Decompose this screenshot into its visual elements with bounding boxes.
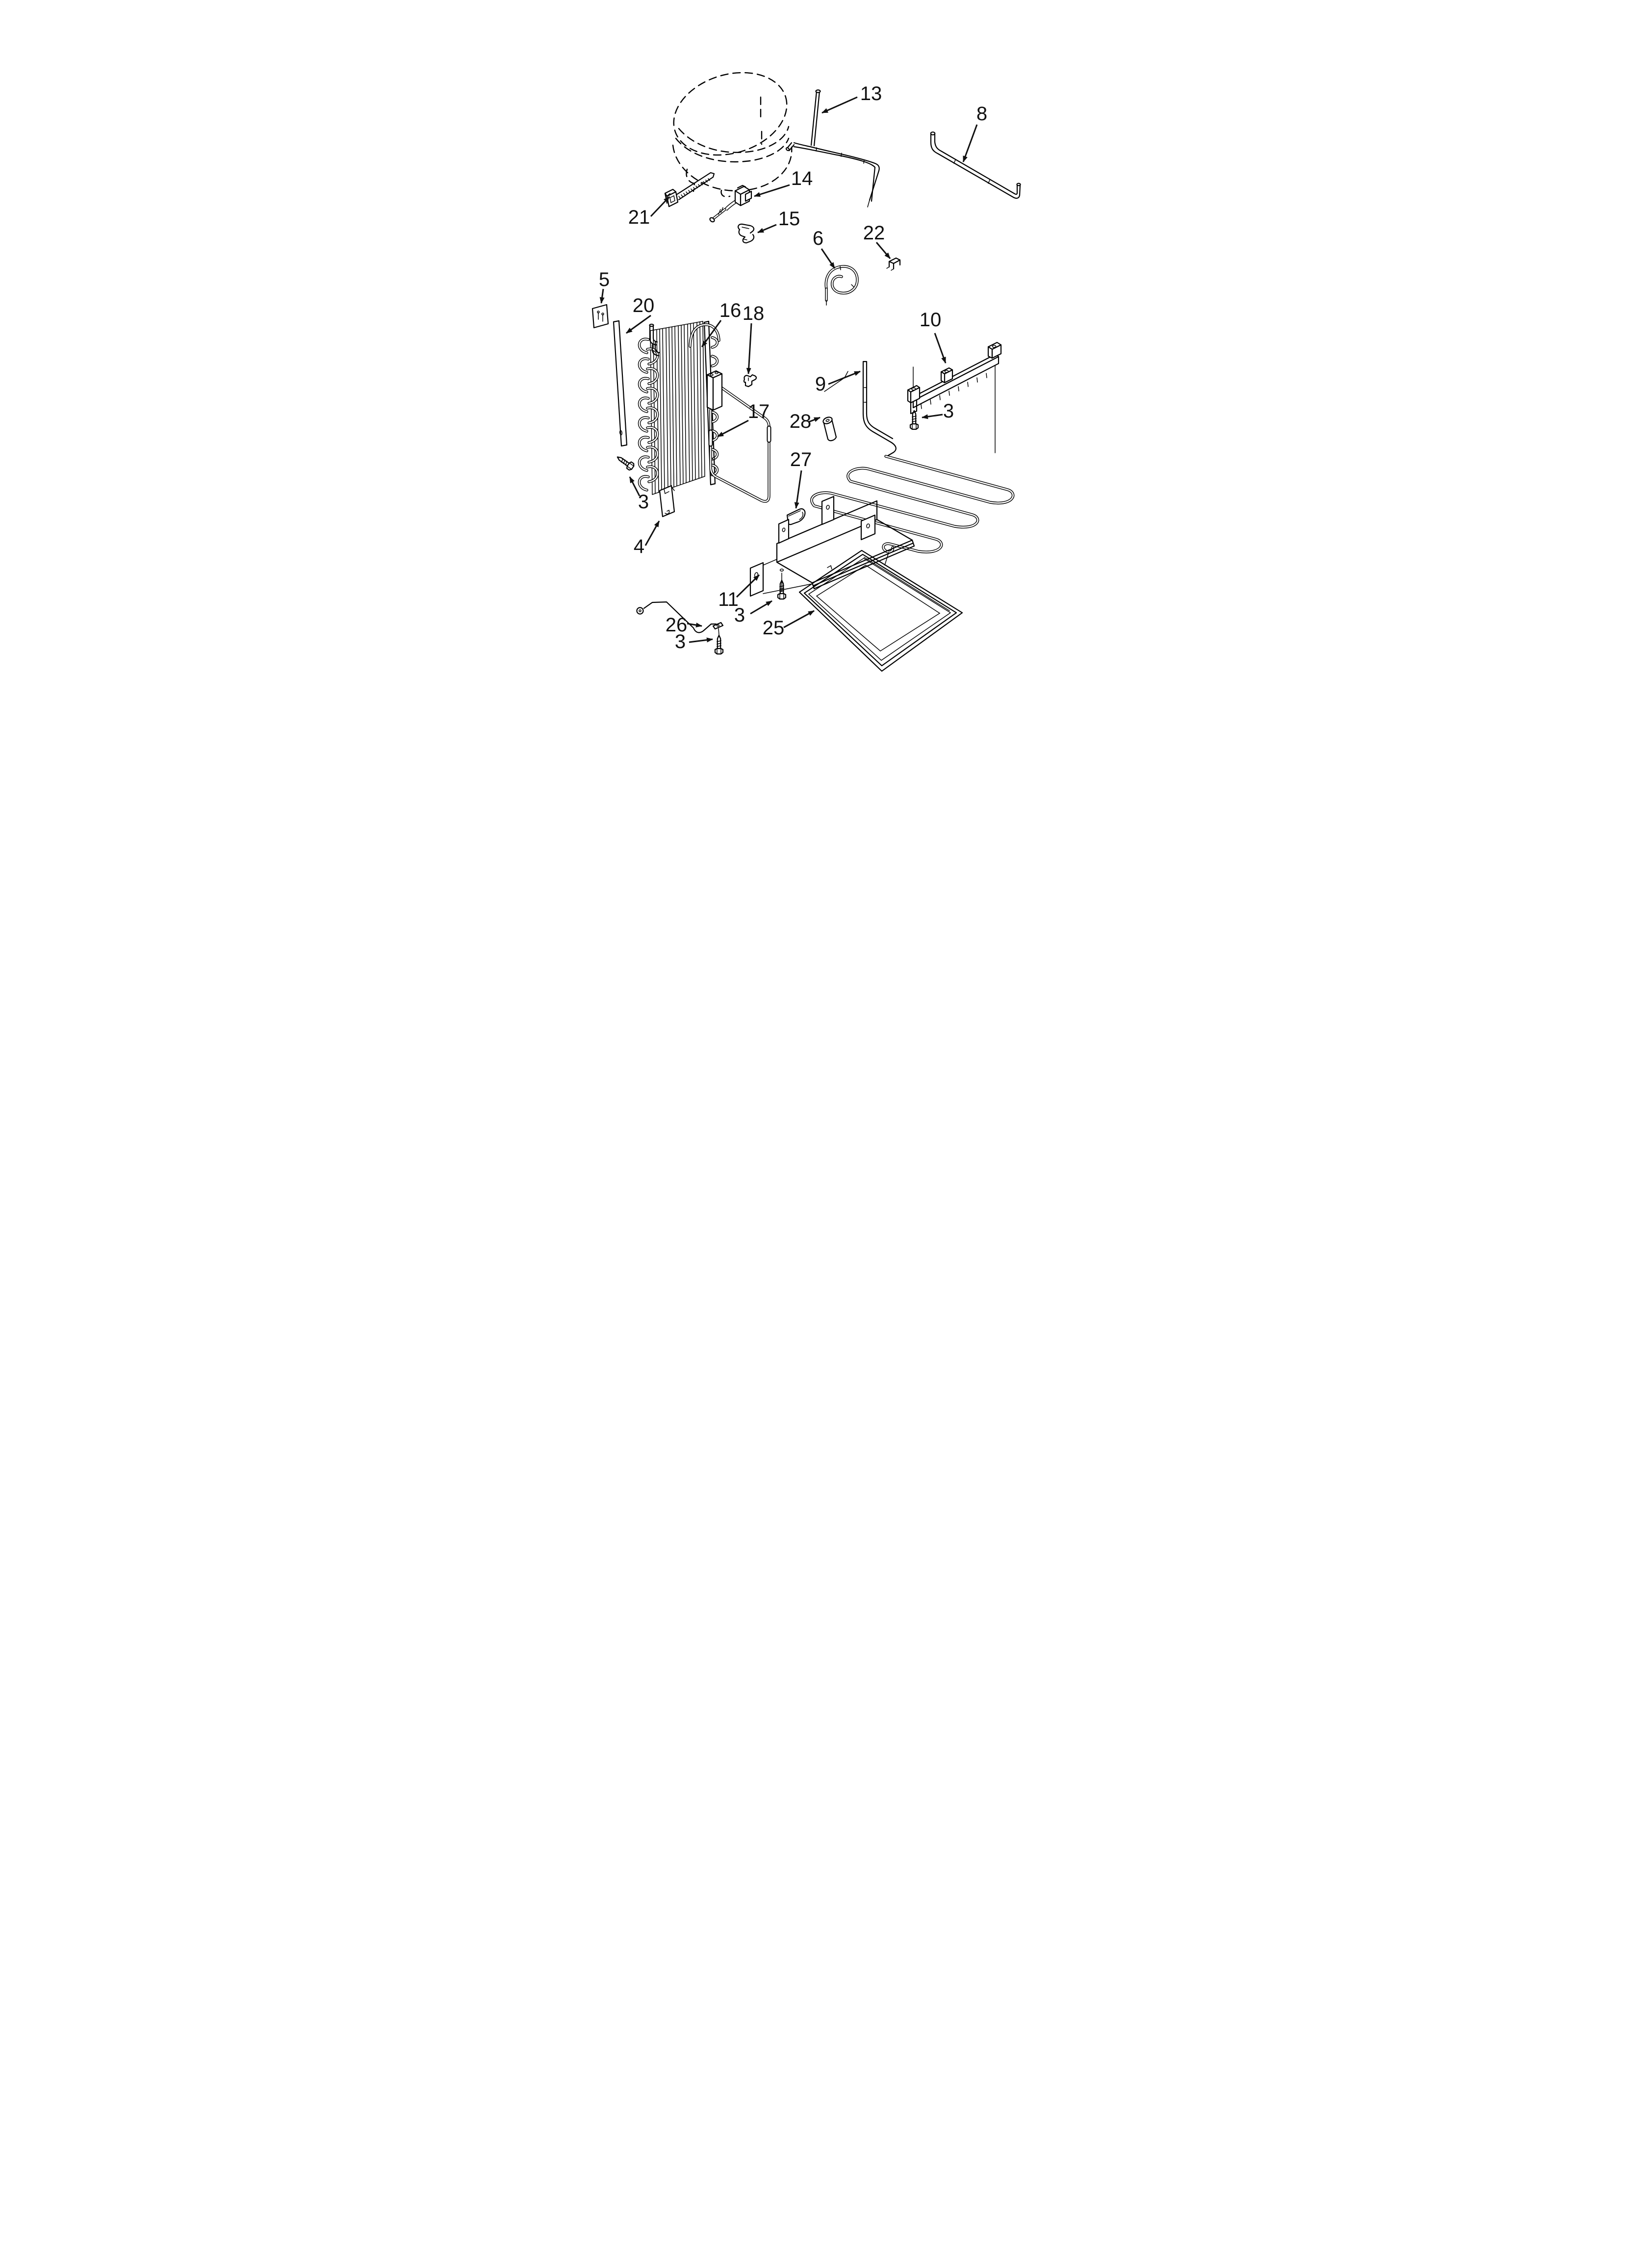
- callout-arrow-5: [601, 289, 603, 303]
- callout-label-20: 20: [632, 295, 655, 316]
- screw-3-drain: [715, 635, 723, 654]
- callout-label-28: 28: [789, 411, 812, 432]
- callout-label-14: 14: [791, 168, 813, 189]
- callout-arrow-15: [758, 225, 776, 233]
- part-20-strip: [614, 321, 627, 446]
- callout-arrow-6: [821, 249, 835, 268]
- callout-label-22: 22: [863, 222, 885, 244]
- callout-arrow-21: [651, 197, 669, 216]
- callout-label-5: 5: [598, 269, 610, 290]
- callout-label-6: 6: [812, 228, 824, 249]
- part-16-evaporator: [640, 321, 719, 495]
- callout-label-27: 27: [790, 449, 812, 470]
- part-6-coil: [826, 266, 857, 305]
- callout-label-18: 18: [742, 303, 765, 324]
- screw-3-evaporator: [615, 454, 635, 471]
- defrost-heater: [812, 456, 1013, 565]
- compressor-phantom: [664, 59, 797, 197]
- page: [547, 0, 1095, 756]
- callout-arrow-10: [935, 333, 946, 363]
- part-18-bracket: [744, 375, 756, 387]
- callout-arrow-4: [645, 521, 659, 546]
- part-5-plate: [592, 305, 608, 328]
- callout-arrow-26: [687, 624, 702, 626]
- part-10-rail: [908, 342, 1001, 453]
- callout-arrow-9: [828, 371, 860, 384]
- part-21-cable-tie: [665, 173, 714, 207]
- callout-label-11: 11: [718, 589, 739, 610]
- callout-label-16: 16: [719, 300, 742, 321]
- parts-diagram: [547, 0, 1095, 756]
- callout-label-3-evaporator: 3: [638, 491, 649, 513]
- callout-arrow-25: [784, 611, 814, 627]
- callout-label-13: 13: [860, 83, 882, 104]
- callout-arrow-22: [876, 242, 890, 259]
- part-9-tube: [824, 362, 896, 456]
- callout-arrow-17: [718, 420, 748, 437]
- part-25-drain-pan: [799, 550, 962, 671]
- callout-arrow-13: [822, 97, 857, 113]
- callout-label-3-drain: 3: [674, 631, 686, 652]
- callout-label-17: 17: [747, 401, 770, 422]
- callout-label-4: 4: [633, 536, 645, 557]
- part-15-clip: [738, 224, 754, 243]
- callout-arrow-8: [963, 125, 977, 162]
- callout-label-26: 26: [665, 614, 688, 636]
- part-28-sleeve: [822, 416, 836, 441]
- callout-label-21: 21: [628, 207, 650, 228]
- callout-arrow-20: [626, 315, 651, 333]
- callout-arrows: [598, 97, 977, 642]
- part-8-tube: [931, 132, 1021, 198]
- callout-label-3-shield: 3: [734, 604, 745, 626]
- callout-label-9: 9: [815, 373, 826, 395]
- callout-label-15: 15: [778, 208, 800, 230]
- callout-arrow-14: [754, 185, 790, 196]
- callout-label-8: 8: [976, 103, 988, 125]
- callout-label-3-rail: 3: [943, 400, 954, 422]
- part-27-clip: [787, 509, 805, 524]
- callout-arrow-3-drain: [689, 639, 713, 642]
- callout-arrow-27: [796, 470, 801, 508]
- callout-label-10: 10: [919, 309, 942, 331]
- callout-arrow-3-shield: [750, 601, 772, 614]
- callout-arrow-3-rail: [922, 415, 943, 417]
- part-4-bracket: [660, 486, 674, 517]
- callout-label-25: 25: [762, 617, 785, 639]
- callout-arrow-18: [748, 323, 751, 374]
- part-22-clip: [887, 258, 900, 270]
